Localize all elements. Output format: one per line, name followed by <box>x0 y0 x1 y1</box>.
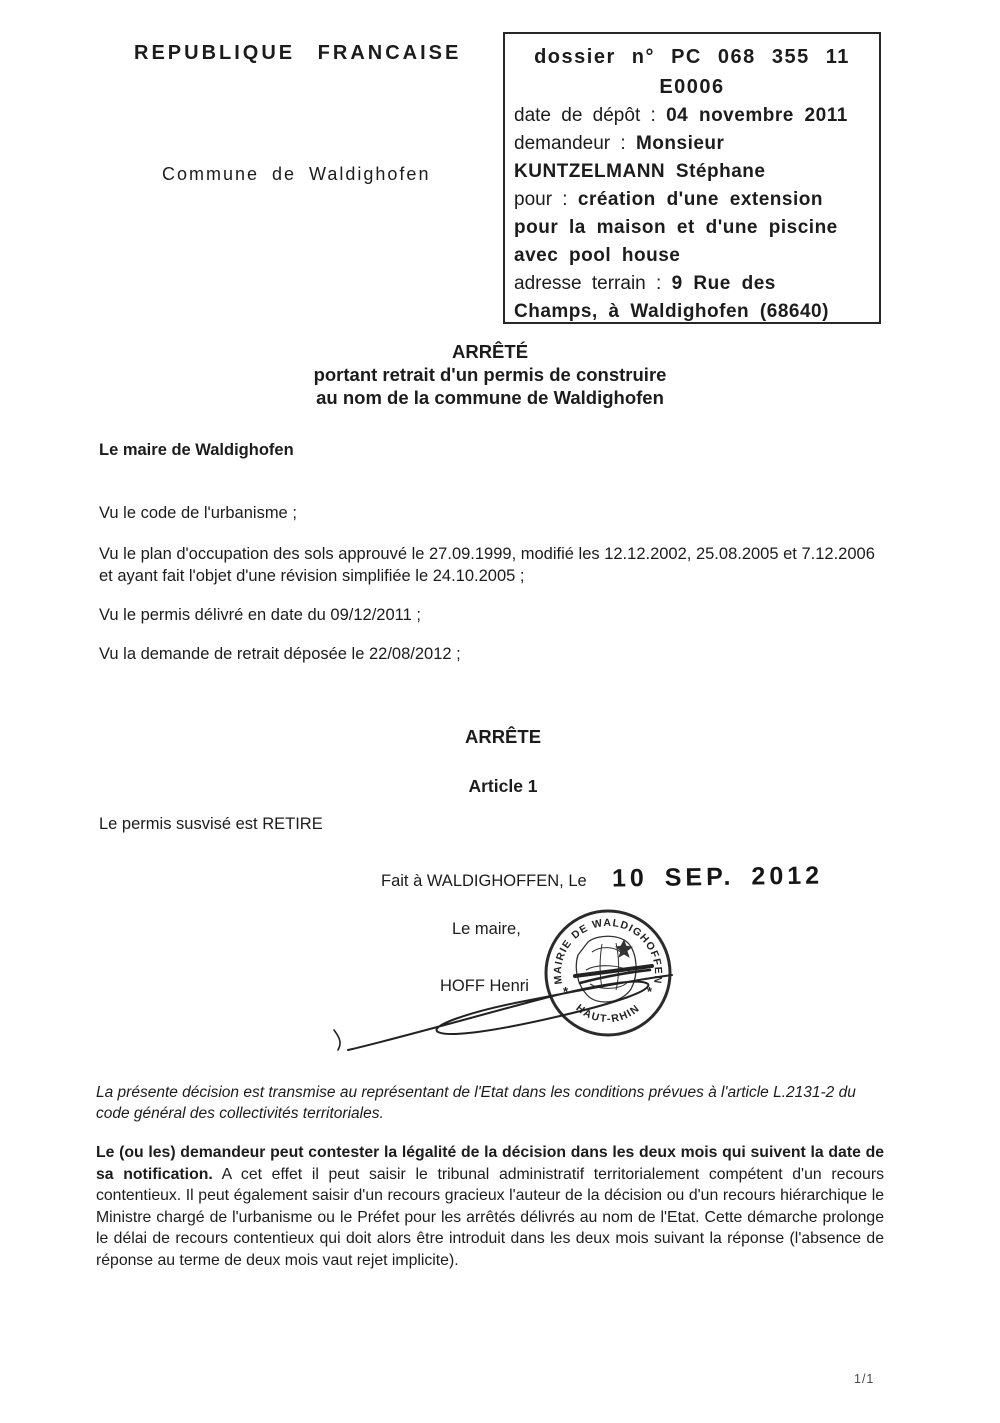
salutation: Le maire de Waldighofen <box>99 441 294 459</box>
stamp-star-left-icon: * <box>563 984 569 999</box>
field-date-depot <box>514 102 870 130</box>
field-adresse-label: adresse terrain : <box>514 273 672 294</box>
field-pour <box>514 186 870 270</box>
recital-permis-delivre: Vu le permis délivré en date du 09/12/2011 ; <box>99 606 421 624</box>
signer-role: Le maire, <box>452 920 521 938</box>
stamp-arc-top-text: MAIRIE DE WALDIGHOFFEN <box>551 917 665 986</box>
field-adresse <box>514 270 870 326</box>
field-pour-label: pour : <box>514 189 578 210</box>
dossier-box <box>503 32 881 324</box>
field-demandeur <box>514 130 870 186</box>
mairie-stamp-and-signature <box>330 880 730 1085</box>
arrete-heading: ARRÊTE <box>464 726 542 747</box>
recital-code-urbanisme: Vu le code de l'urbanisme ; <box>99 504 297 522</box>
field-demandeur-label: demandeur : <box>514 133 636 154</box>
svg-text:HAUT-RHIN <box>574 1002 643 1025</box>
dossier-number-line1: dossier n° PC 068 355 11 <box>534 46 850 68</box>
republique-heading: REPUBLIQUE FRANCAISE <box>134 42 462 64</box>
field-demandeur-value: Monsieur KUNTZELMANN Stéphane <box>514 133 766 182</box>
field-pour-value: création d'une extension pour la maison et d'une piscine avec pool house <box>514 189 838 266</box>
appeal-notice <box>96 1142 884 1271</box>
svg-text:MAIRIE DE WALDIGHOFFEN <box>552 917 664 985</box>
signer-name: HOFF Henri <box>440 977 529 995</box>
document-title <box>90 340 890 409</box>
document-title-line2: portant retrait d'un permis de construire <box>313 364 667 385</box>
transmission-note: La présente décision est transmise au représentant de l'Etat dans les conditions prévues à l'article L.2131-2 du code général des collectivités territoriales. <box>96 1084 856 1122</box>
document-title-line1: ARRÊTÉ <box>451 341 529 362</box>
document-title-line3: au nom de la commune de Waldighofen <box>316 387 664 408</box>
article-1-heading: Article 1 <box>468 776 538 796</box>
stamp-arc-bottom-text: HAUT-RHIN <box>573 1002 643 1026</box>
place-date-line: Fait à WALDIGHOFFEN, Le <box>381 872 587 890</box>
commune-line: Commune de Waldighofen <box>162 164 431 184</box>
article-1-text: Le permis susvisé est RETIRE <box>99 815 323 833</box>
handwritten-signature <box>334 966 672 1050</box>
field-date-depot-value: 04 novembre 2011 <box>666 105 848 126</box>
date-stamp: 10 SEP. 2012 <box>611 861 824 893</box>
field-date-depot-label: date de dépôt : <box>514 105 667 126</box>
page-number: 1/1 <box>854 1372 875 1386</box>
field-adresse-value: 9 Rue des Champs, à Waldighofen (68640) <box>514 273 829 322</box>
dossier-number-line2: E0006 <box>659 76 725 98</box>
appeal-notice-rest: A cet effet il peut saisir le tribunal administratif territorialement compétent d'un recours contentieux. Il peut également saisir d'un recours gracieux l'auteur de la décision ou d'un recours hiérarchique le Ministre chargé de l'urbanisme ou le Préfet pour les arrêtés délivrés au nom de l'Etat. Cette démarche prolonge le délai de recours contentieux qui doit alors être introduit dans les deux mois suivant la réponse (l'absence de réponse au terme de deux mois vaut rejet implicite). <box>96 1165 884 1269</box>
recital-demande-retrait: Vu la demande de retrait déposée le 22/08/2012 ; <box>99 645 461 663</box>
stamp-star-right-icon: * <box>647 984 653 999</box>
appeal-notice-lead: Le (ou les) demandeur peut contester la légalité de la décision dans les deux mois qui suivent la date de sa notification. <box>96 1144 884 1183</box>
recital-plan-occupation: Vu le plan d'occupation des sols approuvé le 27.09.1999, modifié les 12.12.2002, 25.08.2005 et 7.12.2006 et ayant fait l'objet d'une révision simplifiée le 24.10.2005 ; <box>99 545 875 585</box>
